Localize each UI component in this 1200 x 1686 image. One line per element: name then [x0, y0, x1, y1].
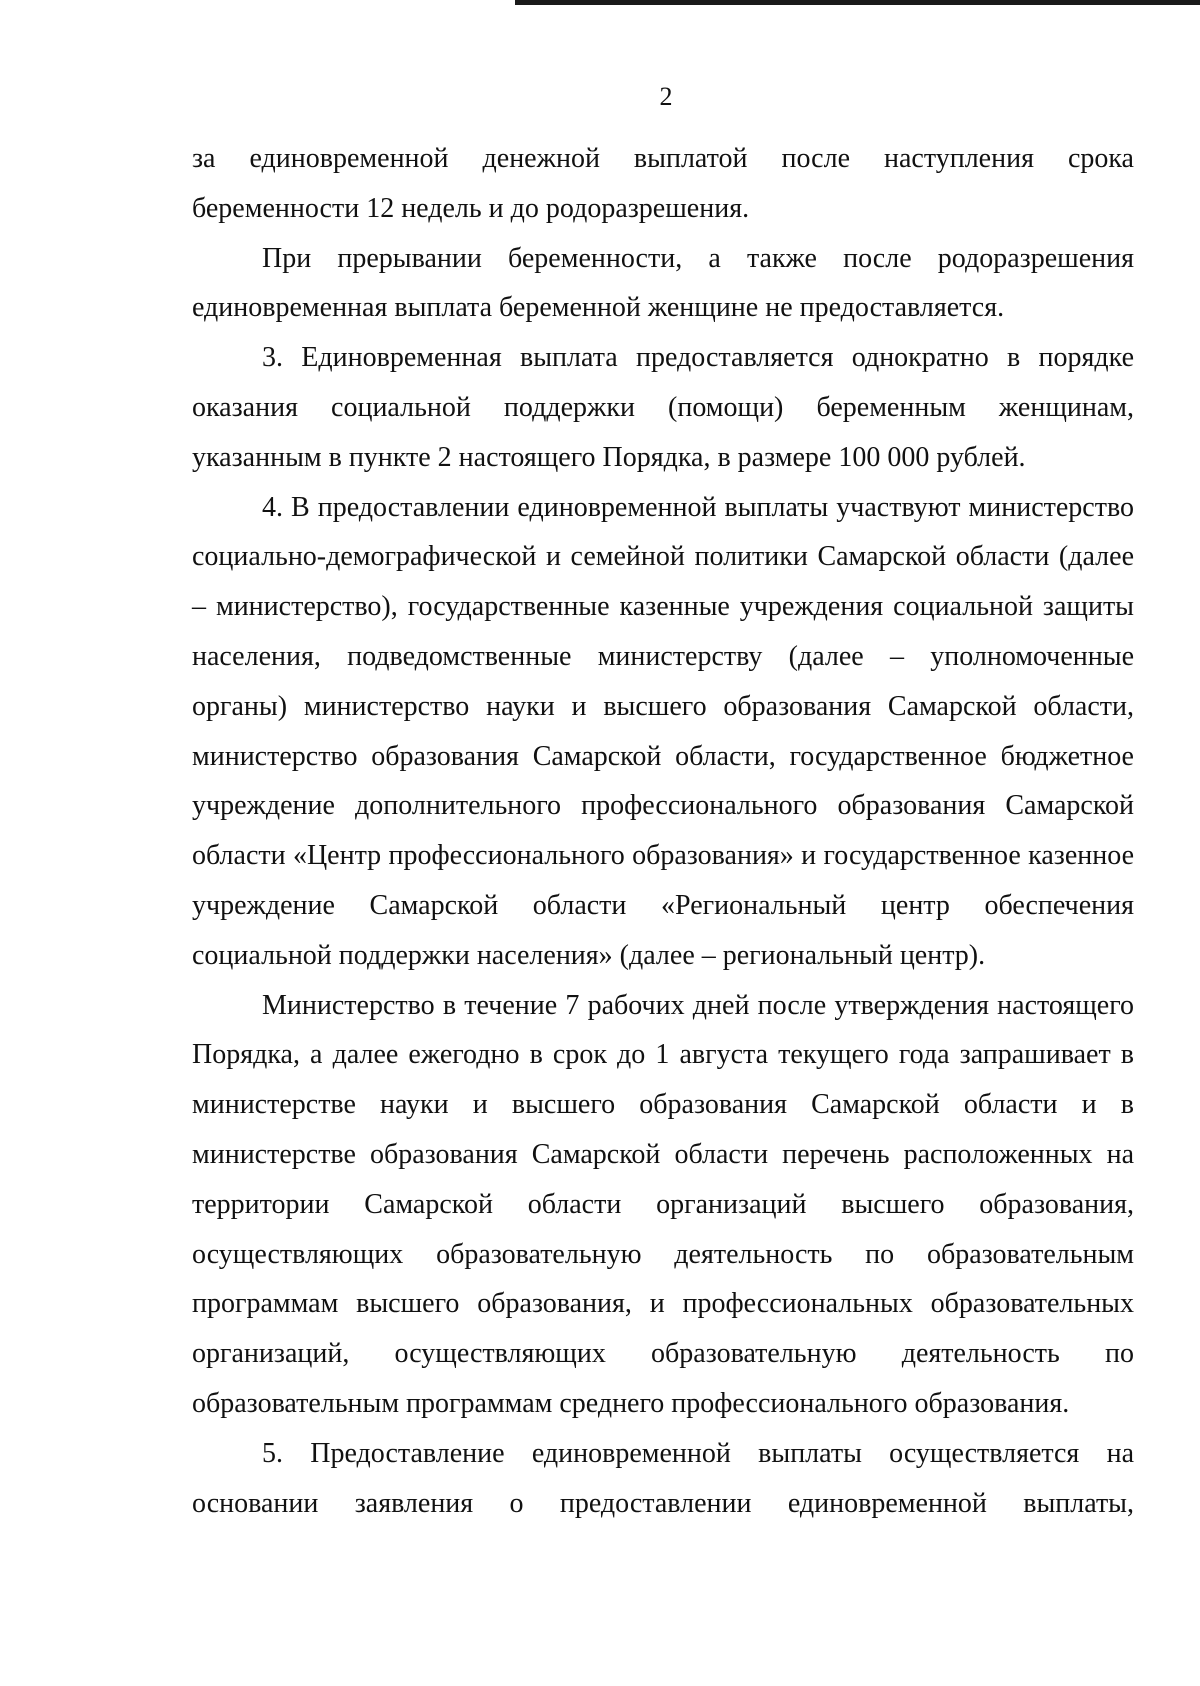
paragraph-ministry-request: Министерство в течение 7 рабочих дней после утверждения настоящего Порядка, а далее ежегодно в срок до 1 августа текущего года запрашивает в министерстве науки и высшего образования Самарской области и в министерстве образования Самарской области перечень расположенных на территории Самарской области организаций высшего образования, осуществляющих образовательную деятельность по образовательным программам высшего образования, и профессиональных образовательных организаций, осуществляющих образовательную деятельность по образовательным программам среднего профессионального образования.: [192, 989, 1134, 1419]
page-number: 2: [659, 82, 673, 111]
paragraph-item-3: 3. Единовременная выплата предоставляется однократно в порядке оказания социальной поддержки (помощи) беременным женщинам, указанным в пункте 2 настоящего Порядка, в размере 100 000 рублей.: [192, 342, 1134, 473]
paragraph-continuation: за единовременной денежной выплатой после наступления срока беременности 12 недель и до родоразрешения.: [192, 143, 1134, 224]
scan-edge-bar: [515, 0, 1200, 5]
paragraph-item-5: 5. Предоставление единовременной выплаты осуществляется на основании заявления о предоставлении единовременной выплаты,: [192, 1437, 1134, 1519]
document-body: [192, 134, 1134, 1528]
paragraph-item-4: 4. В предоставлении единовременной выплаты участвуют министерство социально-демографической и семейной политики Самарской области (далее – министерство), государственные казенные учреждения социальной защиты населения, подведомственные министерству (далее – уполномоченные органы) министерство науки и высшего образования Самарской области, министерство образования Самарской области, государственное бюджетное учреждение дополнительного профессионального образования Самарской области «Центр профессионального образования» и государственное казенное учреждение Самарской области «Региональный центр обеспечения социальной поддержки населения» (далее – региональный центр).: [192, 491, 1134, 971]
paragraph-termination-clause: При прерывании беременности, а также после родоразрешения единовременная выплата беременной женщине не предоставляется.: [192, 242, 1134, 324]
